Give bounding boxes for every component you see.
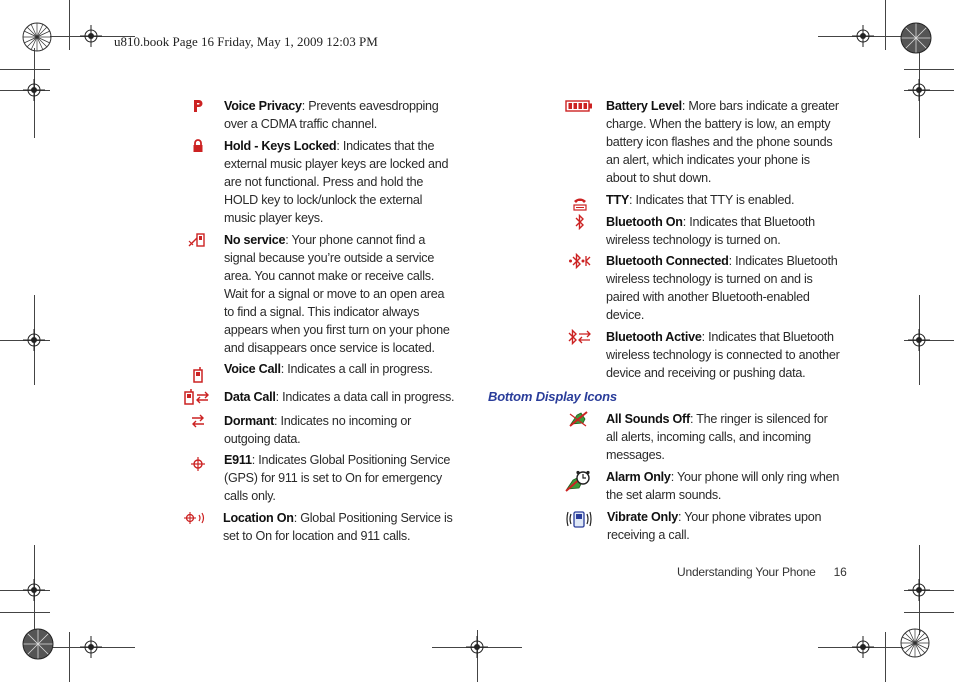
entry-term: Hold - Keys Locked [224,139,337,153]
entry-text [606,191,794,209]
registration-target-icon [80,25,102,47]
alarm-only-icon [565,468,591,494]
icon-entry-alarm-only [565,468,840,504]
voice-call-icon [186,366,210,384]
e911-icon [186,455,210,473]
lock-icon [186,137,210,155]
icon-entry-tty [568,191,840,213]
registration-rosette-icon [900,22,932,54]
all-sounds-off-icon [567,410,591,428]
entry-term: Battery Level [606,99,682,113]
entry-text [606,252,840,324]
icon-entry-hold-keys-locked [186,137,456,227]
section-heading-bottom-display-icons: Bottom Display Icons [488,389,617,404]
registration-target-icon [23,329,45,351]
entry-text [224,137,456,227]
entry-text [606,328,840,382]
registration-target-icon [466,636,488,658]
entry-term: Bluetooth Connected [606,254,729,268]
page-slug: u810.book Page 16 Friday, May 1, 2009 12:03 PM [114,34,378,49]
entry-description: : Indicates no incoming or outgoing data. [224,414,412,446]
page-footer [677,565,847,579]
no-service-icon [186,231,210,249]
icon-entry-dormant [186,412,456,448]
icon-entry-bluetooth-connected [568,252,840,324]
crop-mark [904,612,954,613]
icon-entry-voice-call [186,360,456,384]
icon-entry-bluetooth-on [568,213,840,249]
entry-text [224,412,456,448]
entry-term: Bluetooth Active [606,330,702,344]
icon-entry-e911 [186,451,456,505]
location-on-icon [184,509,208,527]
entry-text [606,213,840,249]
entry-description: : Indicates that Bluetooth wireless technology is connected to another device and receiving or pushing data. [606,330,840,380]
entry-description: : Your phone will only ring when the set alarm sounds. [606,470,840,502]
crop-mark [885,0,886,50]
entry-description: : Your phone cannot find a signal because you’re outside a service area. You cannot make or receive calls. Wait for a signal or move to an open area to find a signal. This indicator always appears when you first turn on your phone and disappears once service is located. [224,233,450,355]
entry-term: Voice Call [224,362,281,376]
entry-term: Voice Privacy [224,99,302,113]
icon-entry-bluetooth-active [568,328,840,382]
bluetooth-on-icon [568,213,592,231]
entry-text [224,451,456,505]
battery-icon [565,97,593,115]
registration-target-icon [908,79,930,101]
icon-entry-vibrate-only [566,508,840,544]
page-number: 16 [833,565,847,579]
icon-entry-location-on [184,509,456,545]
registration-target-icon [908,579,930,601]
crop-mark [0,69,50,70]
entry-term: All Sounds Off [606,412,690,426]
entry-text [606,410,840,464]
entry-description: : Your phone vibrates upon receiving a call. [607,510,822,542]
entry-description: : The ringer is silenced for all alerts, incoming calls, and incoming messages. [606,412,828,462]
entry-text [223,509,456,545]
entry-text [607,508,840,544]
bluetooth-connected-icon [568,252,592,270]
dormant-icon [186,412,210,430]
registration-target-icon [80,636,102,658]
entry-description: : Indicates that Bluetooth wireless technology is turned on. [606,215,815,247]
entry-term: Dormant [224,414,275,428]
crop-mark [885,632,886,682]
entry-text [224,388,454,406]
icon-entry-battery-level [565,97,840,187]
crop-mark [69,632,70,682]
bluetooth-active-icon [568,328,592,346]
entry-text [606,97,840,187]
entry-term: TTY [606,193,630,207]
registration-target-icon [23,79,45,101]
registration-rosette-icon [22,628,54,660]
entry-term: No service [224,233,286,247]
entry-description: : Indicates a data call in progress. [275,390,455,404]
crop-mark [904,69,954,70]
registration-target-icon [23,579,45,601]
icon-entry-data-call [184,388,456,406]
entry-description: : Global Positioning Service is set to On for location and 911 calls. [223,511,453,543]
registration-target-icon [852,25,874,47]
entry-term: Vibrate Only [607,510,678,524]
icon-entry-no-service [186,231,456,357]
entry-term: Bluetooth On [606,215,683,229]
data-call-icon [184,388,210,406]
icon-entry-voice-privacy [186,97,456,133]
crop-mark [69,0,70,50]
entry-description: : Indicates that TTY is enabled. [629,193,795,207]
voice-privacy-icon [186,97,210,115]
footer-section-label: Understanding Your Phone [677,565,816,579]
entry-term: Data Call [224,390,276,404]
registration-target-icon [908,329,930,351]
entry-text [606,468,840,504]
registration-rosette-icon [900,628,930,658]
entry-term: Alarm Only [606,470,671,484]
entry-text [224,97,456,133]
icon-entry-all-sounds-off [567,410,840,464]
crop-mark [0,612,50,613]
entry-text [224,360,433,378]
tty-icon [568,195,592,213]
entry-text [224,231,456,357]
registration-target-icon [852,636,874,658]
vibrate-only-icon [566,508,592,530]
entry-description: : Indicates Bluetooth wireless technology is turned on and is paired with another Bluetooth-enabled device. [606,254,838,322]
entry-description: : Indicates Global Positioning Service (GPS) for 911 is set to On for emergency calls only. [224,453,451,503]
registration-rosette-icon [22,22,52,52]
entry-description: : More bars indicate a greater charge. When the battery is low, an empty battery icon flashes and the phone sounds an alert, which indicates your phone is about to shut down. [606,99,839,185]
entry-description: : Prevents eavesdropping over a CDMA traffic channel. [224,99,439,131]
entry-description: : Indicates that the external music player keys are locked and are not functional. Press and hold the HOLD key to lock/unlock the external music player keys. [224,139,449,225]
entry-term: Location On [223,511,294,525]
entry-term: E911 [224,453,252,467]
entry-description: : Indicates a call in progress. [280,362,433,376]
